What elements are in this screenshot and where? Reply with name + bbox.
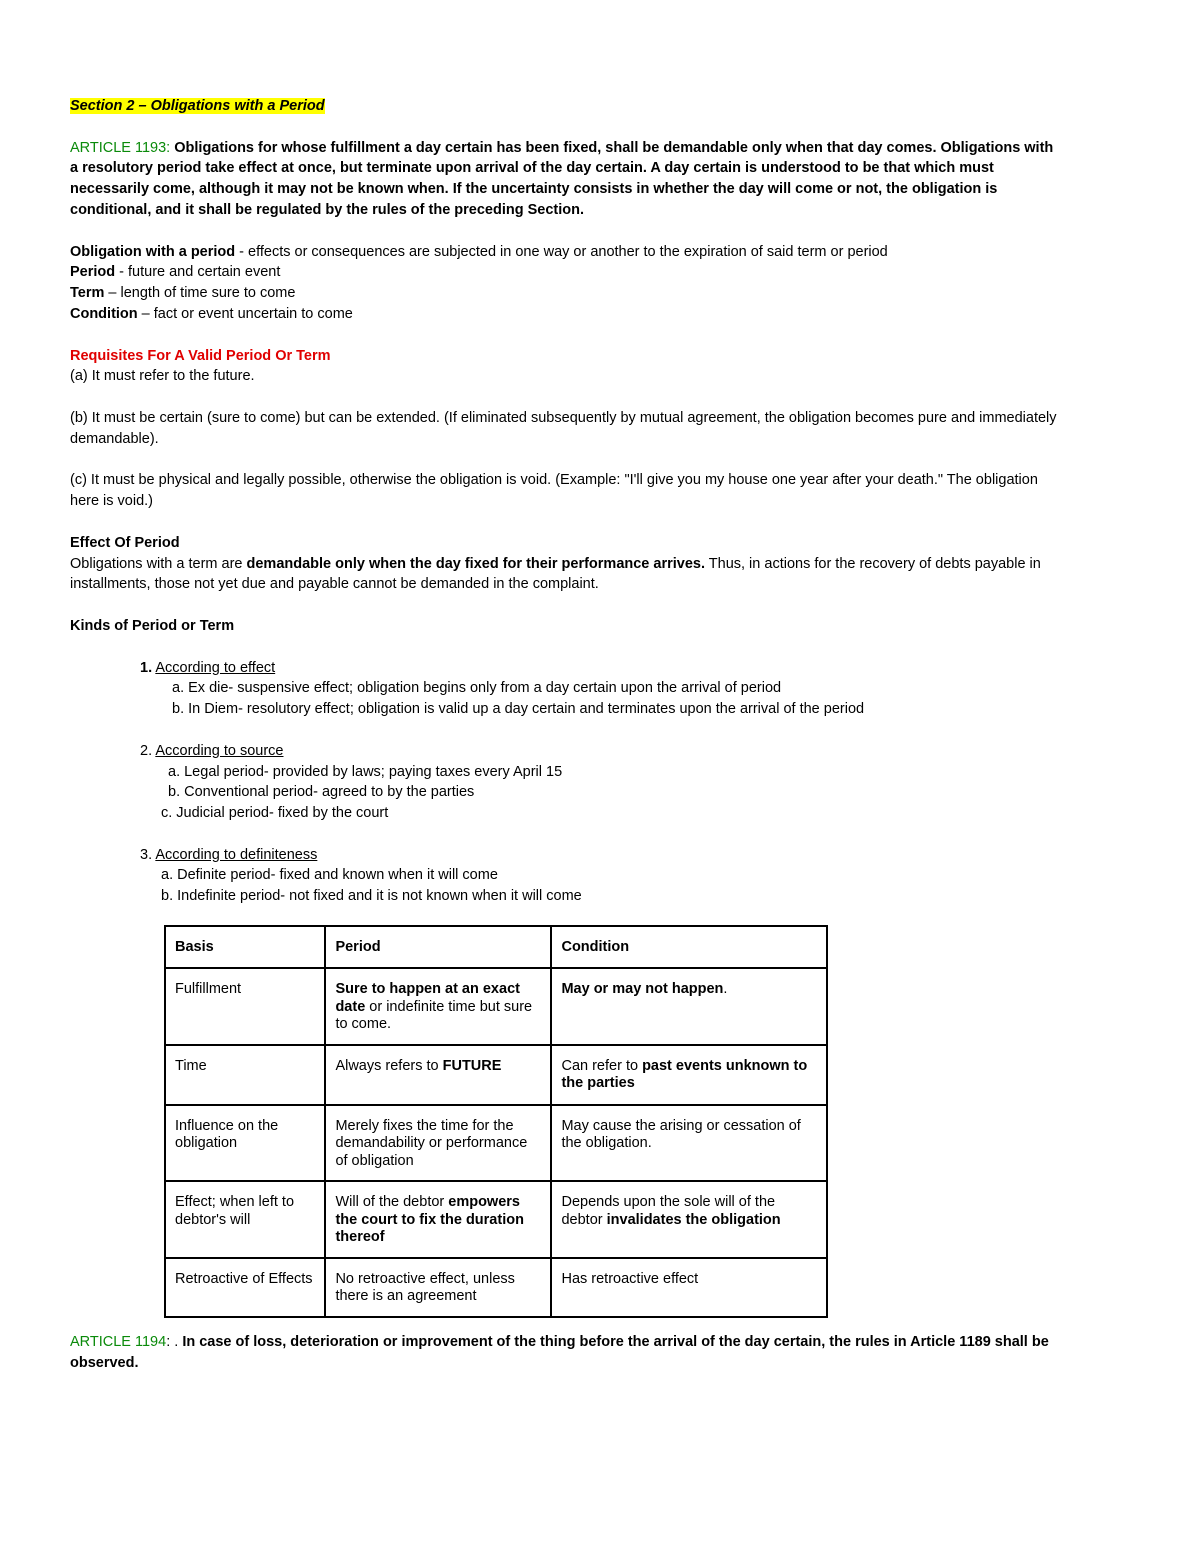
kind-group-1 [70, 658, 1060, 679]
article-1194-separator: : . [166, 1334, 183, 1350]
article-1193-label: ARTICLE 1193: [70, 139, 171, 156]
table-cell-period: No retroactive effect, unless there is an agreement [325, 1258, 551, 1317]
table-header: Condition [551, 926, 827, 968]
article-1193 [70, 138, 1060, 221]
list-item: b. Indefinite period- not fixed and it is not known when it will come [161, 888, 582, 905]
requisite-c: (c) It must be physical and legally possible, otherwise the obligation is void. (Example: "I'll give you my house one year after your death." The obligation here is void.) [70, 472, 1038, 510]
cell-text: or indefinite time but sure to come. [335, 998, 533, 1032]
definition-text: - future and certain event [115, 264, 281, 281]
kinds-heading: Kinds of Period or Term [70, 617, 235, 634]
table-cell-period: Merely fixes the time for the demandability or performance of obligation [325, 1105, 551, 1182]
definition-term: Period [70, 264, 116, 281]
effect-pre: Obligations with a term are [70, 555, 247, 572]
comparison-table [164, 925, 828, 1318]
table-cell-condition [551, 1181, 827, 1258]
list-item: a. Legal period- provided by laws; paying taxes every April 15 [168, 763, 563, 780]
kind-group-2 [70, 741, 1060, 762]
kind-num: 1. [140, 659, 153, 676]
list-item: c. Judicial period- fixed by the court [161, 805, 389, 822]
effect-post: Thus, in actions for the recovery of debts payable in installments, those not yet due and payable cannot be demanded in the complaint. [70, 555, 1041, 593]
article-1194-text: In case of loss, deterioration or improvement of the thing before the arrival of the day certain, the rules in Article 1189 shall be observed. [70, 1334, 1049, 1371]
table-header-row [165, 926, 827, 968]
definition-text: – fact or event uncertain to come [137, 305, 353, 322]
cell-text: . [723, 981, 728, 997]
table-row [165, 1105, 827, 1182]
requisite-b: (b) It must be certain (sure to come) but can be extended. (If eliminated subsequently by mutual agreement, the obligation becomes pure and immediately demandable). [70, 409, 1057, 447]
definition-obligation-period [70, 242, 1060, 263]
definition-term: Condition [70, 305, 138, 322]
list-item: b. In Diem- resolutory effect; obligation is valid up a day certain and terminates upon the arrival of the period [172, 701, 865, 718]
effect-heading: Effect Of Period [70, 534, 180, 551]
definition-condition [70, 304, 1060, 325]
document-body [70, 96, 1060, 907]
table-cell-basis: Fulfillment [165, 968, 325, 1045]
cell-bold-text: invalidates the obligation [606, 1211, 781, 1228]
definition-text: - effects or consequences are subjected in one way or another to the expiration of said term or period [235, 243, 888, 260]
table-cell-period [325, 968, 551, 1045]
table-cell-condition [551, 1045, 827, 1105]
table-cell-condition [551, 968, 827, 1045]
definition-period [70, 262, 1060, 283]
table-header: Basis [165, 926, 325, 968]
cell-bold-text: Sure to happen at an exact date [335, 981, 520, 1015]
table-cell-basis: Time [165, 1045, 325, 1105]
table-row [165, 1045, 827, 1105]
cell-bold-text: FUTURE [442, 1057, 502, 1074]
table-header: Period [325, 926, 551, 968]
cell-text: Will of the debtor [335, 1194, 449, 1210]
table-cell-period [325, 1045, 551, 1105]
article-1194 [70, 1332, 1060, 1374]
kind-title: According to effect [155, 659, 276, 676]
cell-text: Always refers to [335, 1057, 443, 1074]
definition-term: Term [70, 285, 105, 302]
table-cell-basis: Influence on the obligation [165, 1105, 325, 1182]
definition-term-line [70, 283, 1060, 304]
table-cell-basis: Retroactive of Effects [165, 1258, 325, 1317]
cell-bold-text: past events unknown to the parties [561, 1057, 808, 1091]
definition-term: Obligation with a period [70, 243, 236, 260]
kind-group-3 [70, 845, 1060, 866]
table-cell-condition: May cause the arising or cessation of the obligation. [551, 1105, 827, 1182]
kind-num: 2. [140, 742, 153, 759]
table-row [165, 968, 827, 1045]
article-1194-label: ARTICLE 1194 [70, 1334, 167, 1350]
cell-text: Can refer to [561, 1057, 643, 1074]
cell-bold-text: empowers the court to fix the duration thereof [335, 1194, 524, 1245]
article-1193-text: Obligations for whose fulfillment a day certain has been fixed, shall be demandable only when that day comes. Obligations with a resolutory period take effect at once, but terminate upon arrival of the day certain. A day certain is understood to be that which must necessarily come, although it may not be known when. If the uncertainty consists in whether the day will come or not, the obligation is conditional, and it shall be regulated by the rules of the preceding Section. [70, 139, 1054, 218]
table-row [165, 1181, 827, 1258]
effect-paragraph [70, 554, 1060, 596]
effect-bold: demandable only when the day fixed for their performance arrives. [246, 555, 705, 572]
definition-text: – length of time sure to come [104, 285, 296, 302]
kind-title: According to source [155, 742, 284, 759]
cell-text: Depends upon the sole will of the debtor [561, 1194, 776, 1228]
table-cell-period [325, 1181, 551, 1258]
list-item: a. Definite period- fixed and known when it will come [161, 867, 498, 884]
section-title: Section 2 – Obligations with a Period [70, 98, 325, 114]
section-title-line [70, 96, 1060, 117]
list-item: a. Ex die- suspensive effect; obligation begins only from a day certain upon the arrival of period [172, 680, 782, 697]
table-row [165, 1258, 827, 1317]
requisites-heading: Requisites For A Valid Period Or Term [70, 347, 331, 364]
table-cell-condition: Has retroactive effect [551, 1258, 827, 1317]
table-cell-basis: Effect; when left to debtor's will [165, 1181, 325, 1258]
cell-bold-text: May or may not happen [561, 981, 724, 997]
kind-title: According to definiteness [155, 846, 318, 863]
list-item: b. Conventional period- agreed to by the parties [168, 784, 475, 801]
kind-num: 3. [140, 846, 153, 863]
requisite-a: (a) It must refer to the future. [70, 368, 255, 385]
